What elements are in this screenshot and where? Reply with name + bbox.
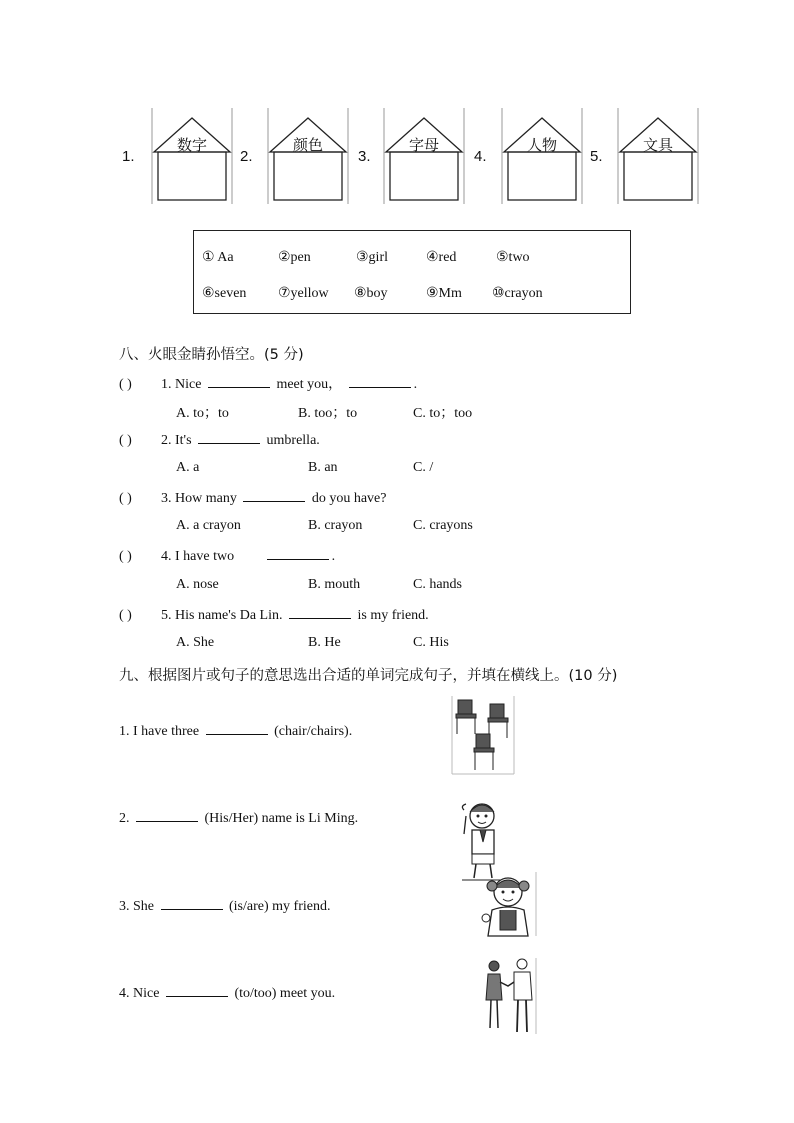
house-numbers bbox=[150, 104, 234, 208]
house-label: 人物 bbox=[526, 136, 557, 154]
answer-paren[interactable]: ( ) bbox=[119, 433, 132, 448]
option-a: A. nose bbox=[176, 577, 219, 592]
sentence-text: 4. Nice bbox=[119, 986, 160, 1001]
option-c: C. / bbox=[413, 460, 434, 475]
word-item: ③girl bbox=[356, 250, 388, 265]
option-b: B. an bbox=[308, 460, 338, 475]
sentence-text: (chair/chairs). bbox=[274, 724, 353, 739]
answer-blank[interactable] bbox=[166, 984, 228, 997]
answer-paren[interactable]: ( ) bbox=[119, 377, 132, 392]
house-label: 数字 bbox=[176, 136, 207, 154]
answer-paren[interactable]: ( ) bbox=[119, 549, 132, 564]
answer-blank[interactable] bbox=[208, 375, 270, 388]
section-9-title: 九、根据图片或句子的意思选出合适的单词完成句子，并填在横线上。(10 分) bbox=[119, 668, 618, 684]
option-c: C. to；too bbox=[413, 406, 473, 421]
answer-blank[interactable] bbox=[161, 897, 223, 910]
sentence-text: 1. I have three bbox=[119, 724, 200, 739]
option-a: A. to；to bbox=[176, 406, 229, 421]
option-b: B. mouth bbox=[308, 577, 361, 592]
answer-paren[interactable]: ( ) bbox=[119, 491, 132, 506]
answer-blank[interactable] bbox=[267, 547, 329, 560]
word-item: ⑧boy bbox=[354, 286, 388, 301]
fill-sentence-1 bbox=[119, 722, 352, 740]
question-2 bbox=[119, 431, 320, 449]
question-1 bbox=[119, 373, 417, 393]
option-c: C. hands bbox=[413, 577, 462, 592]
option-a: A. She bbox=[176, 635, 215, 650]
sentence-text: (is/are) my friend. bbox=[229, 899, 331, 914]
house-stationery bbox=[616, 104, 700, 208]
answer-blank[interactable] bbox=[349, 375, 411, 388]
question-text: do you have? bbox=[311, 491, 387, 506]
option-c: C. crayons bbox=[413, 518, 473, 533]
question-text: . bbox=[331, 549, 336, 564]
question-text: 4. I have two bbox=[161, 549, 235, 564]
girl-picture bbox=[478, 870, 540, 940]
question-text: umbrella. bbox=[266, 433, 320, 448]
question-text: 2. It's bbox=[161, 433, 192, 448]
house-number: 1. bbox=[122, 148, 135, 165]
sentence-text: (His/Her) name is Li Ming. bbox=[204, 811, 359, 826]
sentence-text: (to/too) meet you. bbox=[234, 986, 336, 1001]
question-text: 5. His name's Da Lin. bbox=[161, 608, 283, 623]
option-b: B. crayon bbox=[308, 518, 363, 533]
question-text: 3. How many bbox=[161, 491, 237, 506]
house-colors bbox=[266, 104, 350, 208]
word-item: ① Aa bbox=[202, 250, 234, 265]
section-8-title: 八、火眼金睛孙悟空。(5 分) bbox=[119, 347, 304, 363]
answer-paren[interactable]: ( ) bbox=[119, 608, 132, 623]
fill-sentence-2 bbox=[119, 809, 358, 827]
question-text: is my friend. bbox=[357, 608, 429, 623]
category-houses bbox=[118, 104, 708, 208]
option-a: A. a bbox=[176, 460, 200, 475]
answer-blank[interactable] bbox=[289, 606, 351, 619]
house-number: 5. bbox=[590, 148, 603, 165]
answer-blank[interactable] bbox=[136, 809, 198, 822]
word-item: ②pen bbox=[278, 250, 311, 265]
option-c: C. His bbox=[413, 635, 449, 650]
question-text: . bbox=[413, 377, 418, 392]
option-b: B. He bbox=[308, 635, 341, 650]
answer-blank[interactable] bbox=[198, 431, 260, 444]
house-number: 3. bbox=[358, 148, 371, 165]
option-a: A. a crayon bbox=[176, 518, 241, 533]
word-item: ⑨Mm bbox=[426, 286, 462, 301]
house-number: 4. bbox=[474, 148, 487, 165]
sentence-text: 3. She bbox=[119, 899, 154, 914]
house-label: 文具 bbox=[642, 136, 673, 154]
handshake-picture bbox=[480, 956, 540, 1036]
question-text: meet you， bbox=[276, 377, 343, 392]
house-number: 2. bbox=[240, 148, 253, 165]
option-b: B. too；to bbox=[298, 406, 358, 421]
word-item: ⑤two bbox=[496, 250, 530, 265]
word-item: ④red bbox=[426, 250, 457, 265]
word-item: ⑩crayon bbox=[492, 286, 543, 301]
house-letters bbox=[382, 104, 466, 208]
house-label: 颜色 bbox=[292, 136, 323, 154]
answer-blank[interactable] bbox=[206, 722, 268, 735]
word-item: ⑥seven bbox=[202, 286, 247, 301]
question-4 bbox=[119, 547, 335, 565]
question-5 bbox=[119, 606, 429, 624]
question-3 bbox=[119, 489, 386, 507]
fill-sentence-3 bbox=[119, 897, 330, 915]
word-bank bbox=[193, 230, 631, 314]
answer-blank[interactable] bbox=[243, 489, 305, 502]
chairs-picture bbox=[450, 694, 516, 776]
sentence-text: 2. bbox=[119, 811, 130, 826]
fill-sentence-4 bbox=[119, 984, 335, 1002]
word-item: ⑦yellow bbox=[278, 286, 329, 301]
question-text: 1. Nice bbox=[161, 377, 202, 392]
house-people bbox=[500, 104, 584, 208]
house-label: 字母 bbox=[408, 136, 439, 154]
